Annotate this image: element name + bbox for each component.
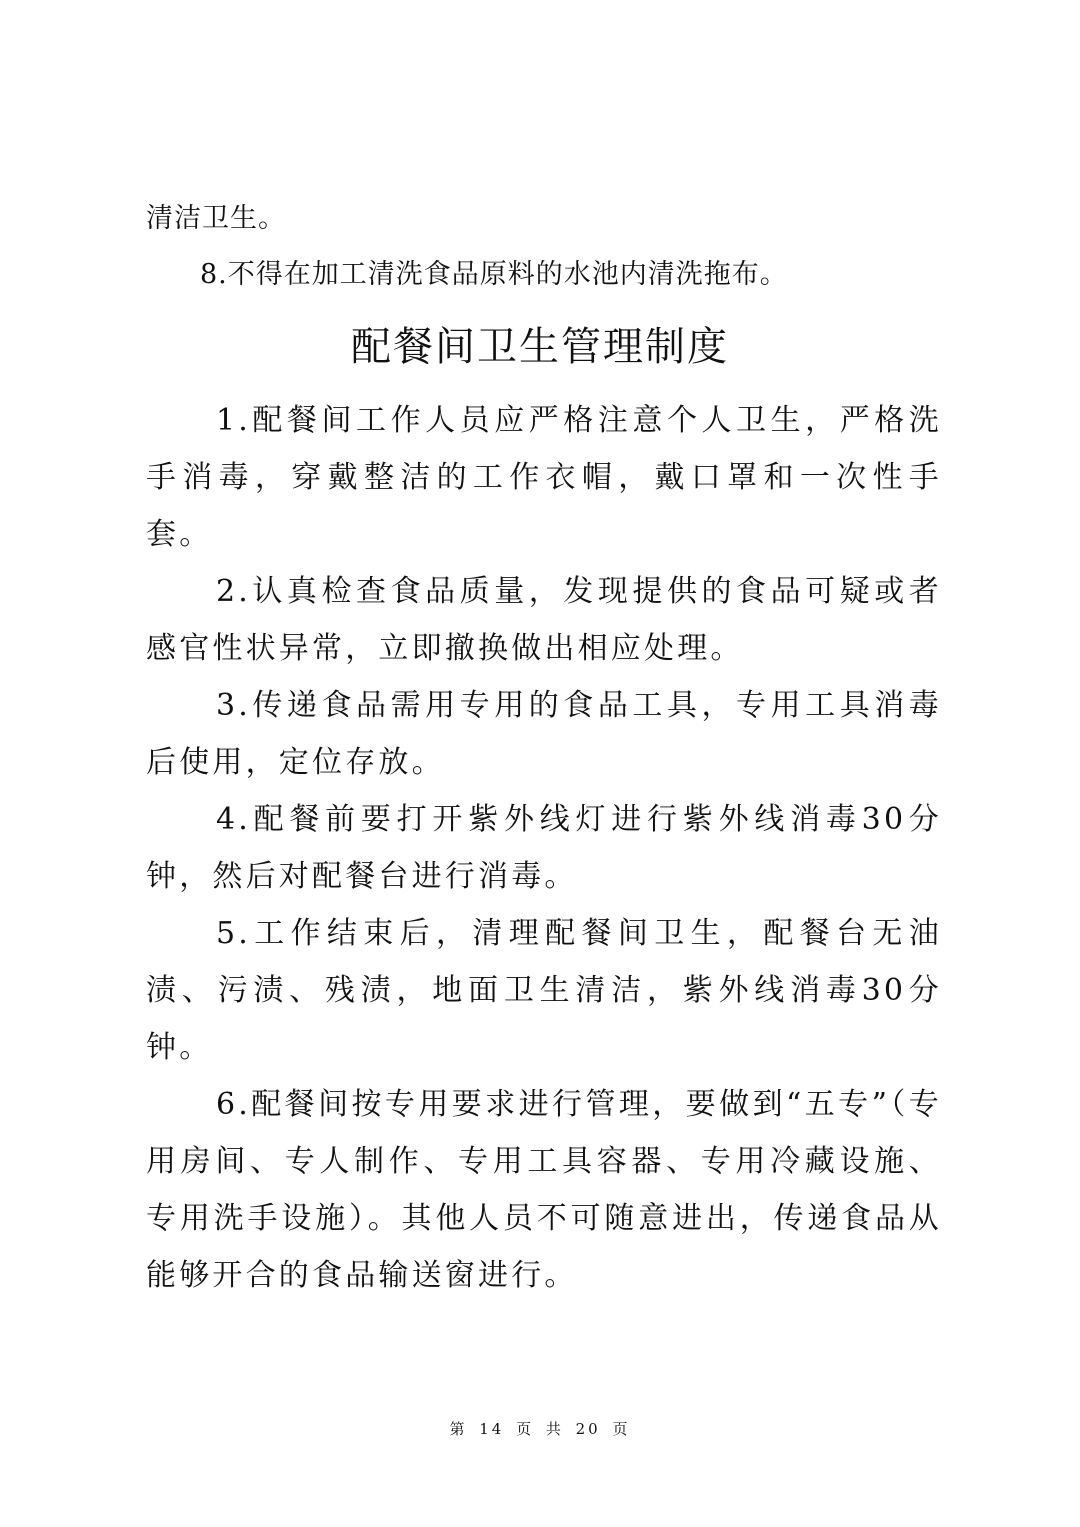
rule-paragraph-2: 2.认真检查食品质量，发现提供的食品可疑或者感官性状异常，立即撤换做出相应处理。 <box>146 574 942 666</box>
rule-paragraph-4: 4.配餐前要打开紫外线灯进行紫外线消毒30分钟，然后对配餐台进行消毒。 <box>146 802 942 894</box>
rule-paragraph-3: 3.传递食品需用专用的食品工具，专用工具消毒后使用，定位存放。 <box>146 688 942 780</box>
section-title: 配餐间卫生管理制度 <box>351 324 729 370</box>
previous-section-continued-text: 清洁卫生。 <box>146 203 286 234</box>
section-body <box>146 392 942 1304</box>
previous-section-item-8: 8.不得在加工清洗食品原料的水池内清洗拖布。 <box>200 259 788 290</box>
rule-paragraph-5: 5.工作结束后，清理配餐间卫生，配餐台无油渍、污渍、残渍，地面卫生清洁，紫外线消毒30分钟。 <box>146 916 942 1065</box>
rule-paragraph-1: 1.配餐间工作人员应严格注意个人卫生，严格洗手消毒，穿戴整洁的工作衣帽，戴口罩和一次性手套。 <box>146 403 942 552</box>
rule-paragraph-6: 6.配餐间按专用要求进行管理，要做到“五专”（专用房间、专人制作、专用工具容器、专用冷藏设施、专用洗手设施）。其他人员不可随意进出，传递食品从能够开合的食品输送窗进行。 <box>146 1087 942 1293</box>
page-number-footer: 第 14 页 共 20 页 <box>449 1420 631 1438</box>
